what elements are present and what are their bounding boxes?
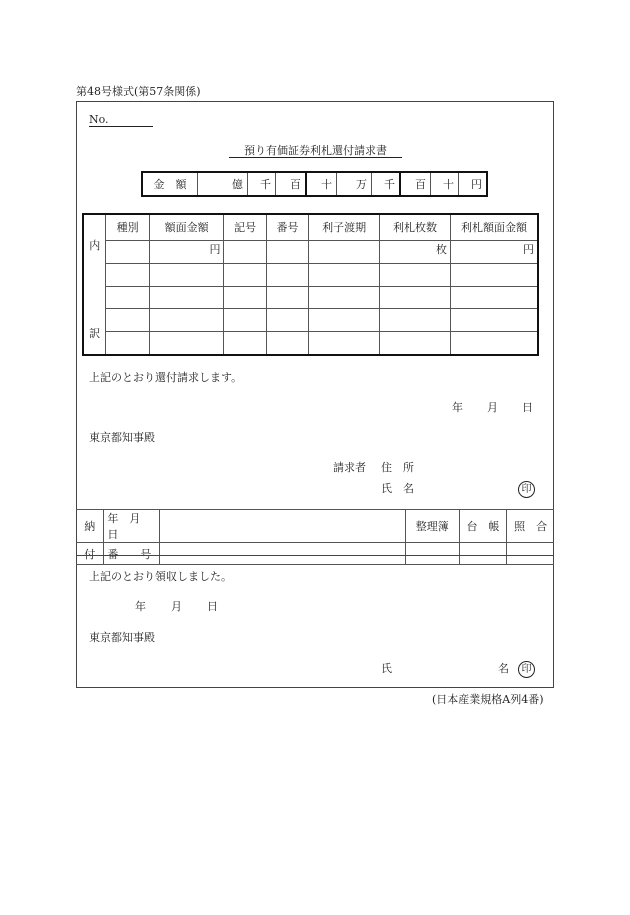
details-row [83,332,538,355]
cell[interactable] [106,286,149,309]
amount-digit-sen[interactable]: 千 [248,172,276,196]
cell[interactable] [224,309,266,332]
payment-bottom-line [77,555,553,556]
cell[interactable] [106,309,149,332]
footer-spec: (日本産業規格A列4番) [432,693,544,706]
cell-count[interactable]: 枚 [380,240,451,263]
details-table [82,213,539,356]
details-row [83,286,538,309]
receipt-date-year: 年 [135,600,146,613]
header-symbol: 記号 [224,214,266,240]
details-side-top: 内 [89,239,101,252]
cell[interactable] [380,332,451,355]
header-interest-period: 利子渡期 [309,214,380,240]
daicho-cell[interactable] [459,543,507,565]
details-side-label [83,214,106,355]
addressee-1: 東京都知事殿 [89,431,155,444]
cell[interactable] [309,263,380,286]
payment-date-label: 年 月 日 [104,510,160,543]
cell[interactable] [266,286,308,309]
cell[interactable] [266,309,308,332]
payment-table [76,509,554,565]
form-title: 預り有価証券利札還付請求書 [229,145,402,158]
cell[interactable] [309,332,380,355]
no-field [89,114,153,127]
amount-digit-sen2[interactable]: 千 [372,172,401,196]
amount-digit-hyaku2[interactable]: 百 [400,172,431,196]
claimant-address-label: 住 所 [381,461,414,474]
amount-digit-juu[interactable]: 十 [306,172,337,196]
amount-digit-man[interactable]: 万 [337,172,372,196]
cell[interactable] [309,286,380,309]
header-face-value: 額面金額 [149,214,224,240]
details-row [83,240,538,263]
payment-side-bottom: 付 [76,543,104,565]
header-type: 種別 [106,214,149,240]
receipt-text: 上記のとおり領収しました。 [89,570,232,583]
daicho-label: 台 帳 [459,510,507,543]
receipt-date-day: 日 [207,600,218,613]
amount-digit-hyaku[interactable]: 百 [276,172,307,196]
cell[interactable] [450,286,538,309]
request-date-month: 月 [487,401,498,414]
shogo-cell[interactable] [507,543,554,565]
cell[interactable] [380,286,451,309]
cell[interactable] [149,332,224,355]
receipt-name-left: 氏 [381,662,392,675]
receipt-name-right: 名 [498,662,509,675]
claimant-label: 請求者 [333,461,366,474]
request-date-year: 年 [452,401,463,414]
cell[interactable] [450,332,538,355]
no-label: No. [89,113,109,126]
cell[interactable] [149,286,224,309]
cell[interactable] [224,263,266,286]
amount-table [141,171,488,197]
cell[interactable] [149,309,224,332]
seal-icon: 印 [518,481,535,498]
cell[interactable] [380,263,451,286]
cell[interactable] [266,332,308,355]
receipt-seal [518,661,535,678]
claimant-name-label: 氏 名 [381,482,414,495]
seiri-label: 整理簿 [405,510,459,543]
cell-total[interactable]: 円 [450,240,538,263]
cell[interactable] [266,263,308,286]
request-text: 上記のとおり還付請求します。 [89,371,243,384]
cell[interactable] [224,332,266,355]
payment-side-top: 納 [76,510,104,543]
cell[interactable] [106,263,149,286]
payment-number-label: 番 号 [104,543,160,565]
header-number: 番号 [266,214,308,240]
cell[interactable] [450,309,538,332]
details-row [83,309,538,332]
amount-digit-oku[interactable]: 億 [198,172,248,196]
amount-digit-en[interactable]: 円 [459,172,488,196]
header-coupon-face-total: 利札額面金額 [450,214,538,240]
claimant-seal [518,481,535,498]
seal-icon: 印 [518,661,535,678]
cell-period[interactable] [309,240,380,263]
cell-symbol[interactable] [224,240,266,263]
request-date-day: 日 [522,401,533,414]
cell[interactable] [380,309,451,332]
header-coupon-count: 利札枚数 [380,214,451,240]
cell-face-value[interactable]: 円 [149,240,224,263]
cell[interactable] [106,332,149,355]
cell-number[interactable] [266,240,308,263]
details-side-bottom: 訳 [89,327,101,340]
cell[interactable] [450,263,538,286]
cell[interactable] [149,263,224,286]
receipt-date-month: 月 [171,600,182,613]
form-number: 第48号様式(第57条関係) [76,85,201,98]
cell[interactable] [309,309,380,332]
cell[interactable] [224,286,266,309]
payment-date-input[interactable] [160,510,406,543]
seiri-cell[interactable] [405,543,459,565]
payment-number-input[interactable] [160,543,406,565]
addressee-2: 東京都知事殿 [89,631,155,644]
amount-label: 金 額 [142,172,198,196]
cell-type[interactable] [106,240,149,263]
amount-digit-juu2[interactable]: 十 [431,172,459,196]
details-row [83,263,538,286]
shogo-label: 照 合 [507,510,554,543]
